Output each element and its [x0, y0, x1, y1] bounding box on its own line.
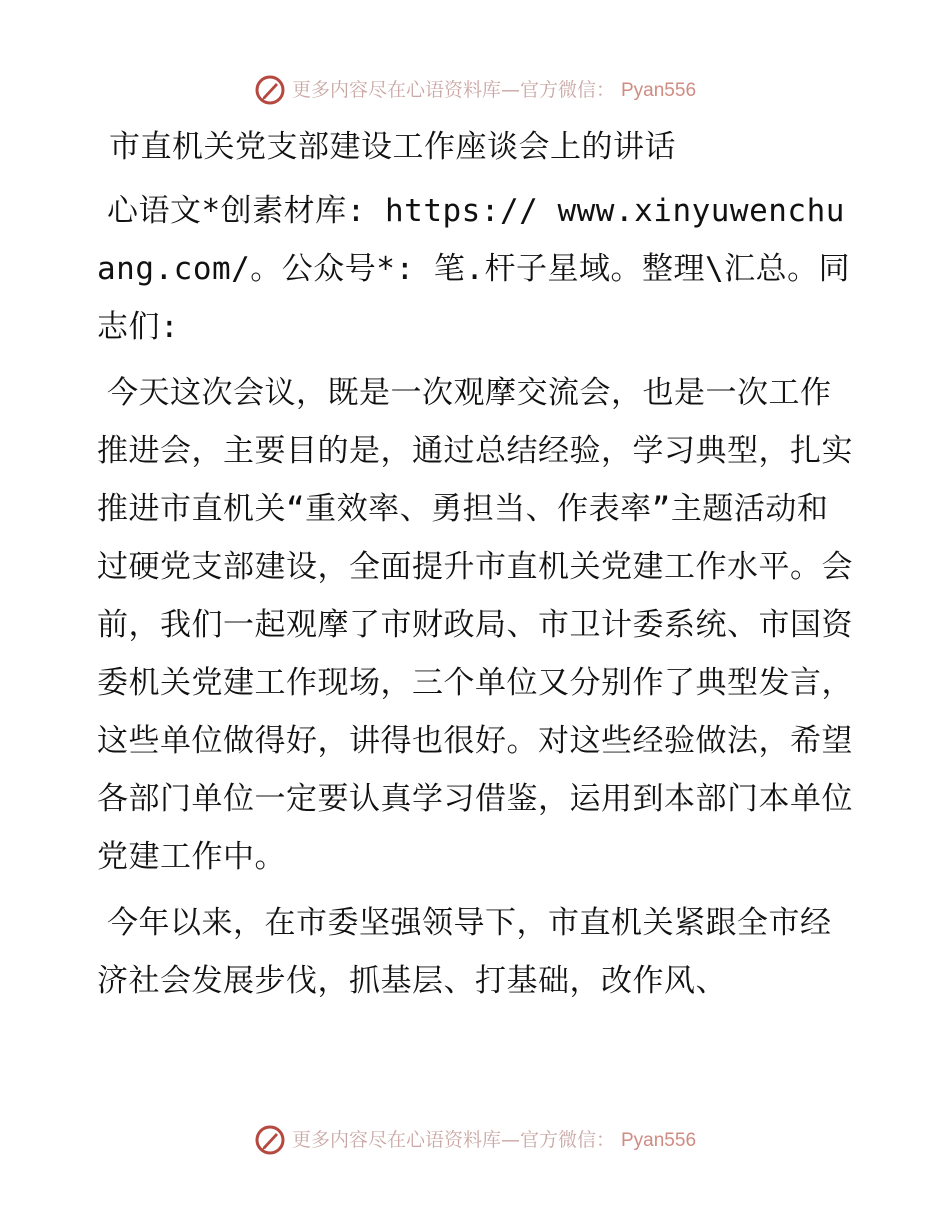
quill-logo-icon — [254, 1124, 286, 1156]
header-watermark-banner — [0, 70, 950, 110]
quill-logo-icon — [254, 74, 286, 106]
watermark-text: 更多内容尽在心语资料库—官方微信： — [291, 1128, 615, 1151]
watermark-group — [254, 74, 696, 106]
footer-watermark-banner — [0, 1120, 950, 1160]
watermark-group — [254, 1124, 696, 1156]
paragraph-meeting: 今天这次会议，既是一次观摩交流会，也是一次工作推进会，主要目的是，通过总结经验，学习典型，扎实推进市直机关“重效率、勇担当、作表率”主题活动和过硬党支部建设，全面提升市直机关党建工作水平。会前，我们一起观摩了市财政局、市卫计委系统、市国资委机关党建工作现场，三个单位又分别作了典型发言，这些单位做得好，讲得也很好。对这些经验做法，希望各部门单位一定要认真学习借鉴，运用到本部门本单位党建工作中。 — [97, 375, 853, 875]
document-body — [97, 118, 857, 1018]
document-title: 市直机关党支部建设工作座谈会上的讲话 — [109, 129, 676, 165]
watermark-wechat-id: Pyan556 — [621, 79, 697, 101]
watermark-text: 更多内容尽在心语资料库—官方微信： — [291, 78, 615, 101]
watermark-wechat-id: Pyan556 — [621, 1129, 697, 1151]
paragraph-intro: 心语文*创素材库: https:// www.xinyuwenchuang.com/。公众号*: 笔.杆子星域。整理\汇总。同志们: — [97, 193, 851, 345]
paragraph-progress: 今年以来，在市委坚强领导下，市直机关紧跟全市经济社会发展步伐，抓基层、打基础，改作风、 — [97, 905, 832, 999]
